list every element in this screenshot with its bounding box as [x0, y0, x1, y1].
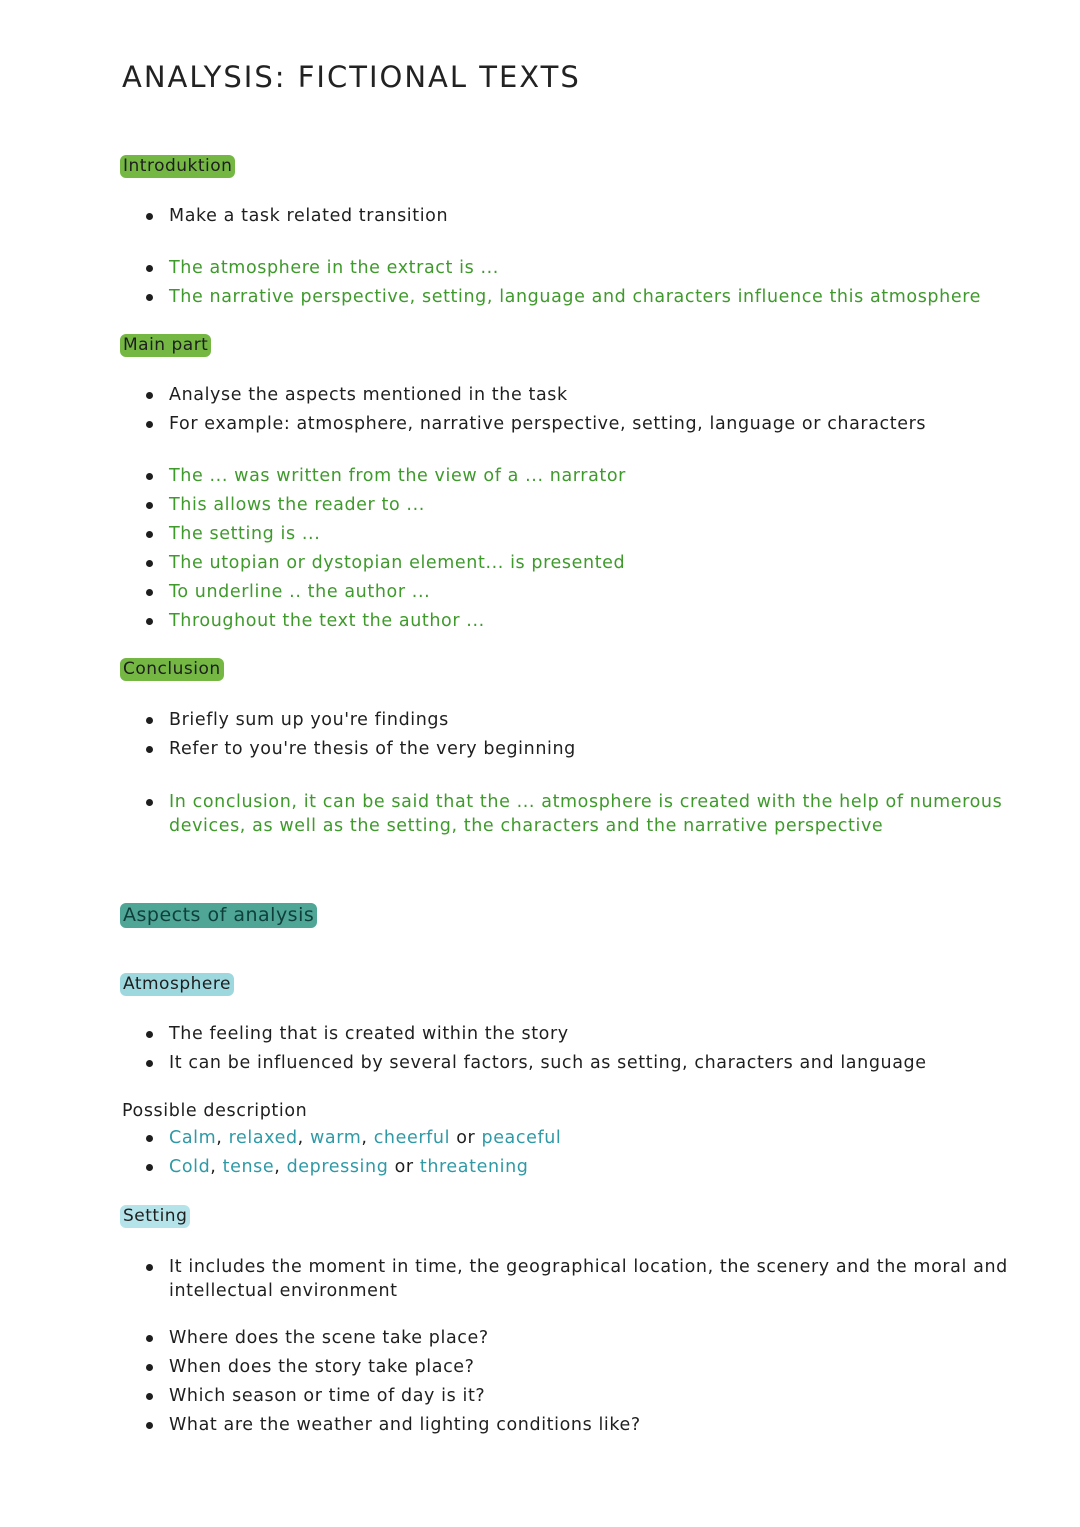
introduction-heading: Introduktion: [120, 155, 235, 178]
description-word: threatening: [419, 1157, 529, 1177]
list-item: Make a task related transition: [143, 202, 448, 231]
description-word: depressing: [286, 1157, 389, 1177]
conclusion-task-list: [143, 706, 576, 764]
list-item: When does the story take place?: [143, 1353, 641, 1382]
list-item: Which season or time of day is it?: [143, 1382, 641, 1411]
list-item: Briefly sum up you're findings: [143, 706, 576, 735]
list-item: Throughout the text the author ...: [143, 607, 626, 636]
list-item: This allows the reader to ...: [143, 491, 626, 520]
list-item: Cold, tense, depressing or threatening: [143, 1153, 561, 1182]
list-item: The feeling that is created within the story: [143, 1020, 927, 1049]
list-item: The ... was written from the view of a ... narrator: [143, 462, 626, 491]
main-part-heading: Main part: [120, 334, 211, 357]
conclusion-heading: Conclusion: [120, 658, 224, 681]
list-item: It can be influenced by several factors, such as setting, characters and language: [143, 1049, 927, 1078]
description-word: warm: [309, 1128, 362, 1148]
list-item: Refer to you're thesis of the very beginning: [143, 735, 576, 764]
possible-description-label: Possible description: [122, 1101, 308, 1121]
conclusion-phrase-list: [143, 790, 1053, 838]
page-title: ANALYSIS: FICTIONAL TEXTS: [122, 60, 581, 94]
list-item: What are the weather and lighting conditions like?: [143, 1411, 641, 1440]
description-word: cheerful: [373, 1128, 451, 1148]
description-word: relaxed: [228, 1128, 298, 1148]
introduction-phrase-list: [143, 254, 981, 312]
list-item: To underline .. the author ...: [143, 578, 626, 607]
description-word: peaceful: [481, 1128, 562, 1148]
list-item: Calm, relaxed, warm, cheerful or peaceful: [143, 1124, 561, 1153]
introduction-task-list: [143, 202, 448, 231]
main-part-phrase-list: [143, 462, 626, 636]
description-word: Calm: [169, 1128, 217, 1148]
list-item: The narrative perspective, setting, language and characters influence this atmosphere: [143, 283, 981, 312]
atmosphere-heading: Atmosphere: [120, 973, 234, 996]
setting-question-list: [143, 1324, 641, 1440]
list-item: Where does the scene take place?: [143, 1324, 641, 1353]
setting-point-list: [143, 1255, 1063, 1303]
description-word: tense: [222, 1157, 275, 1177]
main-part-task-list: [143, 381, 926, 439]
list-item: In conclusion, it can be said that the ... atmosphere is created with the help of numerous devices, as well as the setting, the characters and the narrative perspective: [143, 790, 1053, 838]
list-item: It includes the moment in time, the geographical location, the scenery and the moral and intellectual environment: [143, 1255, 1063, 1303]
list-item: For example: atmosphere, narrative perspective, setting, language or characters: [143, 410, 926, 439]
list-item: The utopian or dystopian element... is presented: [143, 549, 626, 578]
aspects-heading: Aspects of analysis: [120, 903, 317, 928]
list-item: The atmosphere in the extract is ...: [143, 254, 981, 283]
atmosphere-point-list: [143, 1020, 927, 1078]
setting-heading: Setting: [120, 1205, 190, 1228]
atmosphere-description-list: [143, 1124, 561, 1182]
description-word: Cold: [169, 1157, 211, 1177]
list-item: Analyse the aspects mentioned in the task: [143, 381, 926, 410]
list-item: The setting is ...: [143, 520, 626, 549]
